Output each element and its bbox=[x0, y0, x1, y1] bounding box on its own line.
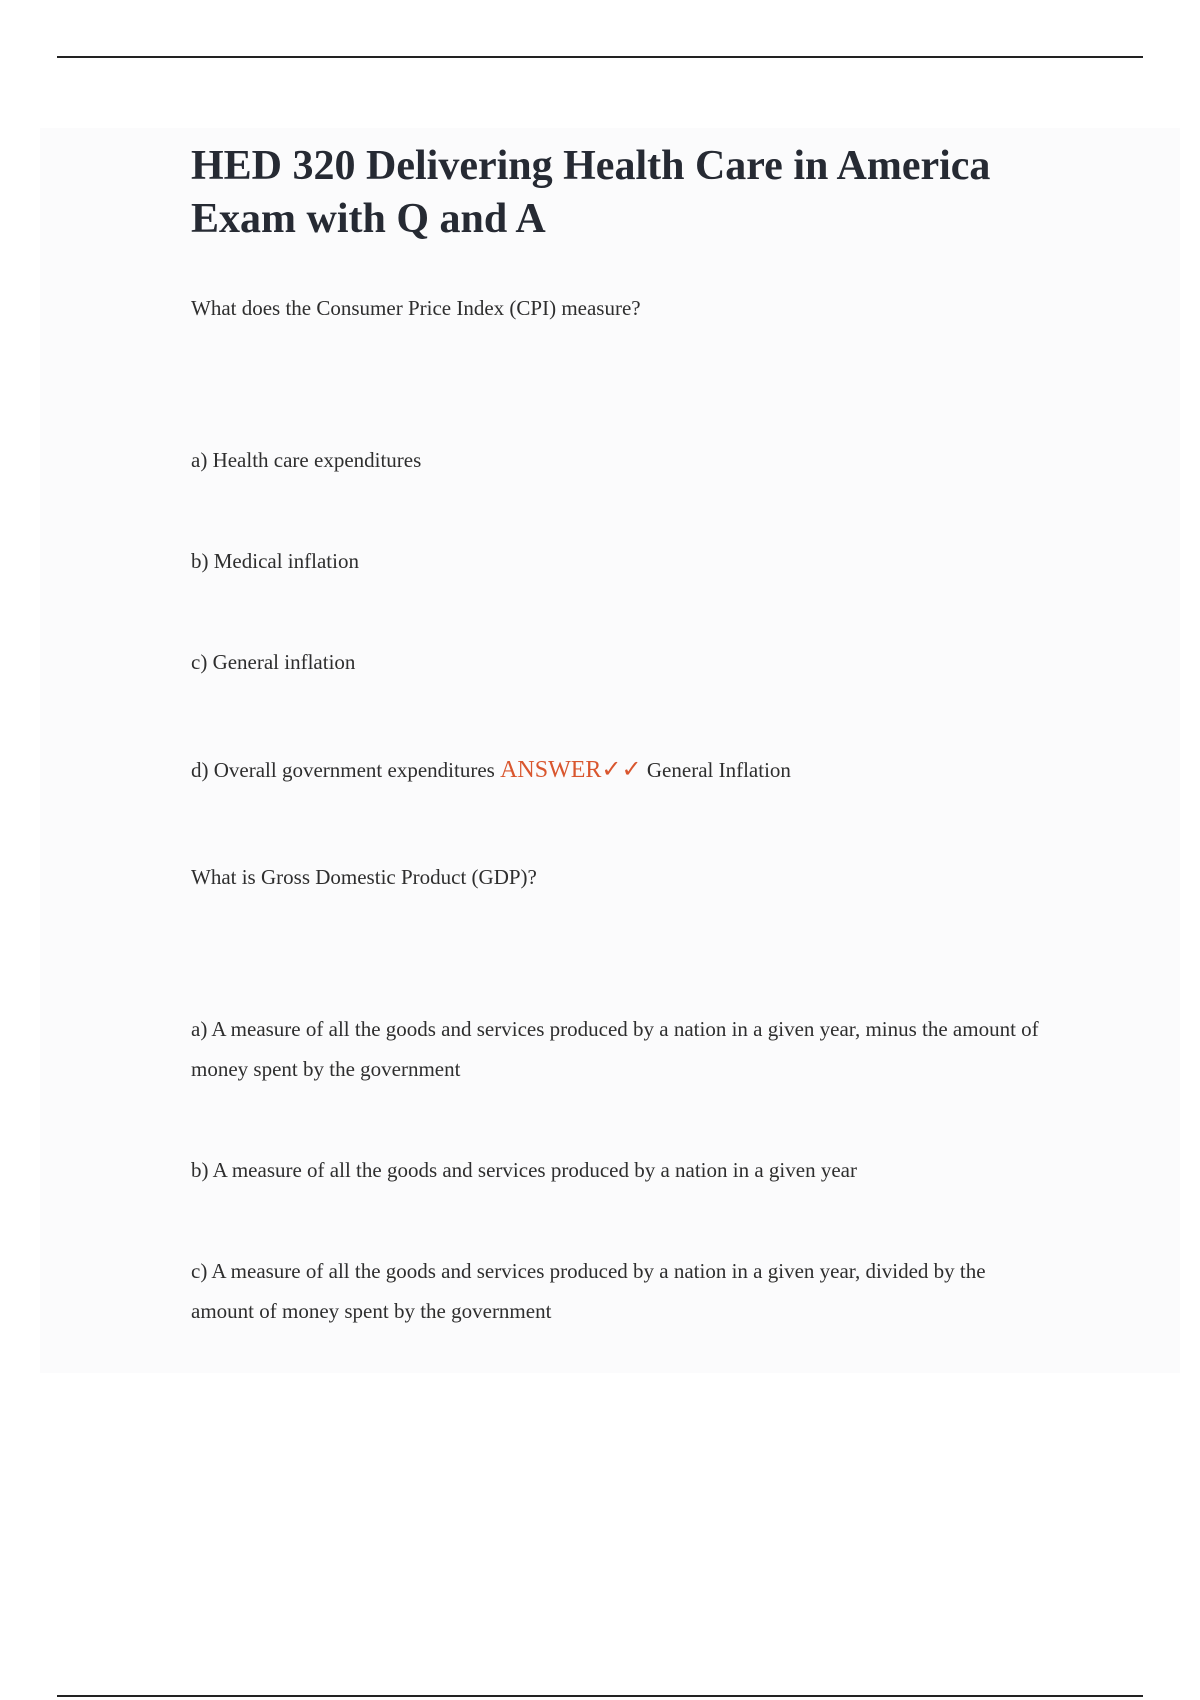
question-2-option-c: c) A measure of all the goods and services produced by a nation in a given year, divided by the amount of money spent by the government bbox=[191, 1259, 986, 1323]
question-1-option-d-line bbox=[191, 750, 1051, 790]
question-1-text: What does the Consumer Price Index (CPI) measure? bbox=[191, 296, 641, 320]
question-1-answer: General Inflation bbox=[646, 758, 791, 782]
top-rule bbox=[57, 56, 1143, 58]
question-1-option-c: c) General inflation bbox=[191, 650, 356, 674]
question-2-option-b: b) A measure of all the goods and services produced by a nation in a given year bbox=[191, 1158, 857, 1182]
question-1-option-b: b) Medical inflation bbox=[191, 549, 359, 573]
document-title: HED 320 Delivering Health Care in America Exam with Q and A bbox=[191, 143, 991, 242]
question-2-option-a: a) A measure of all the goods and services produced by a nation in a given year, minus the amount of money spent by the government bbox=[191, 1017, 1039, 1081]
question-1-option-a: a) Health care expenditures bbox=[191, 448, 422, 472]
question-2-text: What is Gross Domestic Product (GDP)? bbox=[191, 865, 537, 889]
question-1-option-d: d) Overall government expenditures bbox=[191, 758, 495, 782]
answer-tag: ANSWER✓✓ bbox=[500, 757, 642, 783]
bottom-rule bbox=[57, 1695, 1143, 1697]
